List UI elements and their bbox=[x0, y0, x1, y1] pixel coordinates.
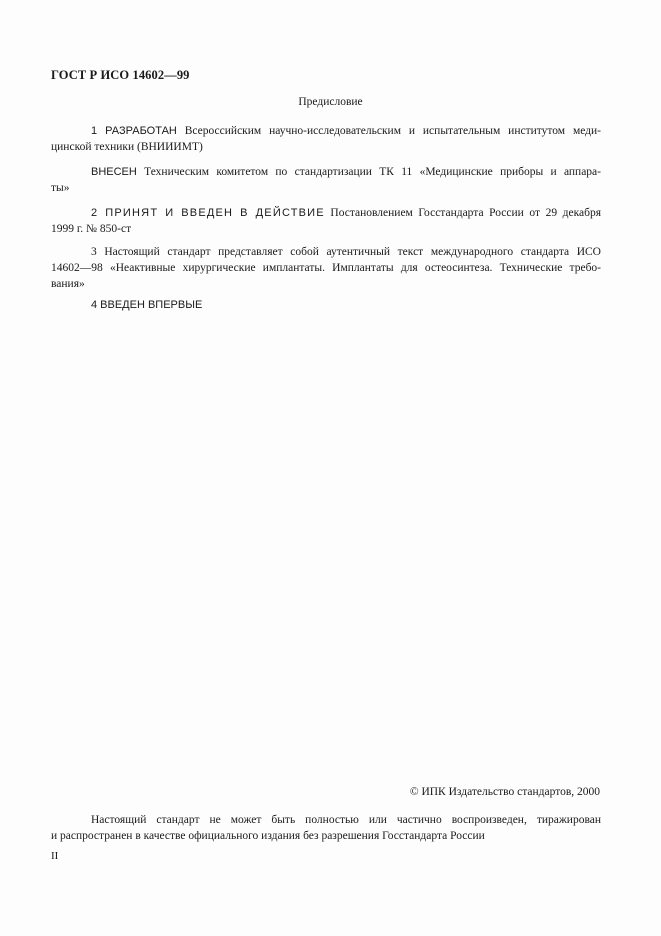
paragraph-first-introduced bbox=[51, 297, 601, 313]
paragraph-developed-by bbox=[51, 123, 601, 155]
paragraph-line: 14602—98 «Неактивные хирургические имплантаты. Имплантаты для остеосинтеза. Технические требо- bbox=[51, 262, 601, 274]
notice-line: Настоящий стандарт не может быть полностью или частично воспроизведен, тиражирован bbox=[91, 814, 601, 826]
page-number: II bbox=[51, 850, 59, 862]
notice-line: и распространен в качестве официального издания без разрешения Госстандарта России bbox=[51, 830, 485, 842]
paragraph-line: вания» bbox=[51, 278, 85, 290]
paragraph-line: ты» bbox=[51, 182, 70, 194]
document-code: ГОСТ Р ИСО 14602—99 bbox=[51, 68, 190, 82]
paragraph-line: 1999 г. № 850-ст bbox=[51, 223, 132, 235]
paragraph-submitted-by bbox=[51, 164, 601, 196]
paragraph-lead: 1 РАЗРАБОТАН bbox=[91, 125, 177, 137]
paragraph-lead: 2 ПРИНЯТ И ВВЕДЕН В ДЕЙСТВИЕ bbox=[91, 207, 325, 219]
paragraph-adopted bbox=[51, 205, 601, 237]
paragraph-line: цинской техники (ВНИИИМТ) bbox=[51, 141, 203, 153]
paragraph-line bbox=[51, 123, 601, 139]
paragraph-text: Постановлением Госстандарта России от 29 декабря bbox=[330, 207, 601, 219]
paragraph-lead: 4 ВВЕДЕН ВПЕРВЫЕ bbox=[91, 299, 203, 311]
copyright-notice: © ИПК Издательство стандартов, 2000 bbox=[409, 786, 600, 798]
paragraph-line bbox=[51, 297, 601, 313]
paragraph-line bbox=[51, 164, 601, 180]
paragraph-text: Техническим комитетом по стандартизации ТК 11 «Медицинские приборы и аппара- bbox=[144, 166, 601, 178]
paragraph-line: 3 Настоящий стандарт представляет собой аутентичный текст международного стандарта ИСО bbox=[91, 246, 601, 258]
reproduction-notice bbox=[51, 812, 601, 844]
paragraph-text: Всероссийским научно-исследовательским и испытательным институтом меди- bbox=[184, 125, 601, 137]
section-heading-foreword: Предисловие bbox=[298, 96, 363, 108]
paragraph-line bbox=[51, 205, 601, 221]
paragraph-lead: ВНЕСЕН bbox=[91, 166, 137, 178]
paragraph-authentic-text bbox=[51, 244, 601, 292]
